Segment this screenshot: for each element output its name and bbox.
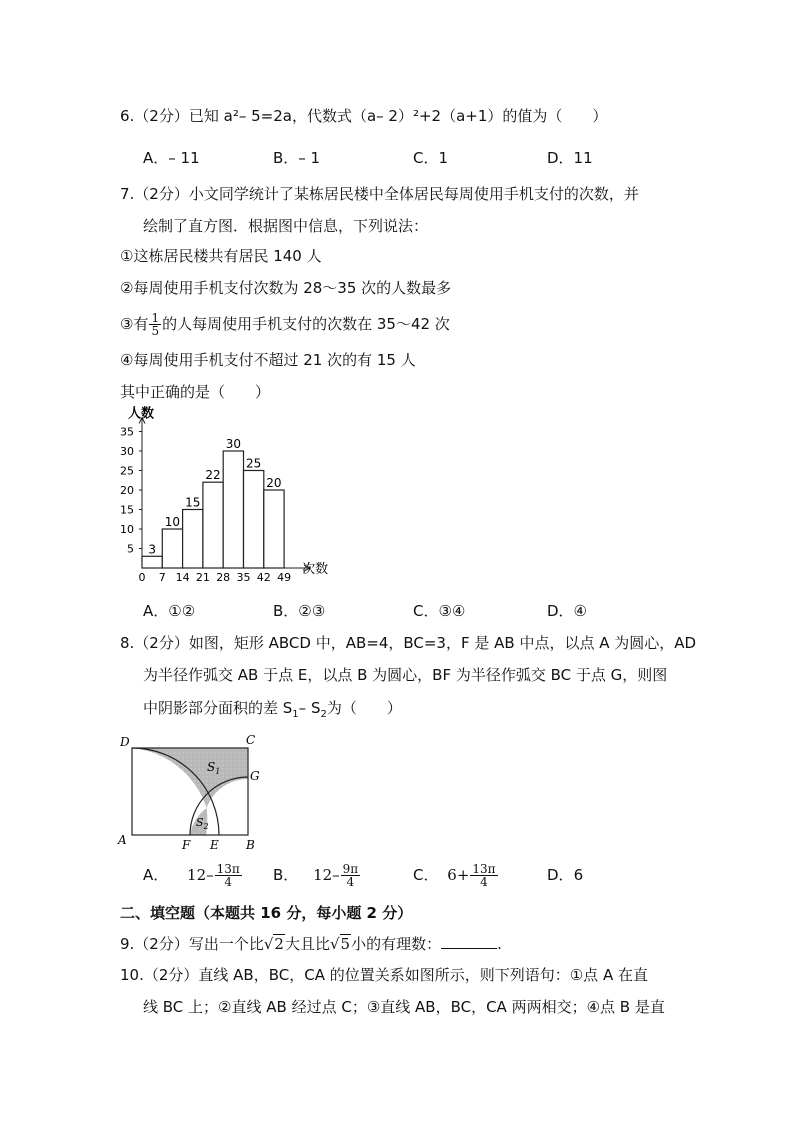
q8-b-frac bbox=[341, 863, 361, 888]
histogram-data-label: 25 bbox=[246, 456, 262, 471]
q10-line1: 10.（2分）直线 AB，BC，CA 的位置关系如图所示，则下列语句：①点 A 在直 bbox=[120, 966, 648, 984]
q9-sqrt2: √2 bbox=[263, 935, 284, 953]
histogram-y-label: 人数 bbox=[128, 406, 155, 422]
q7-s3-den: 5 bbox=[151, 324, 160, 338]
histogram-bar bbox=[223, 451, 243, 568]
histogram-x-tick-label: 14 bbox=[175, 571, 190, 584]
q8-line3 bbox=[143, 698, 402, 725]
q8-line3-mid: – S bbox=[298, 699, 321, 717]
q9-radicand-2: 5 bbox=[340, 935, 351, 953]
histogram-x-tick-label: 0 bbox=[138, 571, 146, 584]
q8-line1: 8.（2分）如图，矩形 ABCD 中，AB=4，BC=3，F 是 AB 中点，以点 A 为圆心，AD bbox=[120, 634, 697, 652]
histogram-y-tick-label: 25 bbox=[120, 464, 134, 478]
q7-s3-fraction bbox=[149, 312, 161, 337]
q8-b-label: B． bbox=[273, 866, 299, 884]
q7-option-a: A．①② bbox=[143, 602, 196, 620]
label-e: E bbox=[210, 838, 219, 852]
histogram-x-label: 次数 bbox=[302, 562, 329, 577]
histogram-bar bbox=[264, 490, 284, 568]
q8-line3-post: 为（ ） bbox=[326, 699, 402, 717]
histogram-bar bbox=[244, 471, 264, 569]
label-s1: $S_1$ bbox=[207, 760, 221, 776]
shaded-region-s1 bbox=[132, 748, 248, 808]
q8-c-sign: + bbox=[456, 866, 470, 884]
histogram-data-label: 3 bbox=[148, 542, 156, 557]
histogram-bar bbox=[203, 482, 223, 568]
q8-a-frac bbox=[215, 863, 242, 888]
histogram-x-tick-label: 21 bbox=[195, 571, 210, 584]
q8-b-sign: – bbox=[332, 866, 340, 884]
histogram-x-tick-label: 7 bbox=[158, 571, 166, 584]
q9-post: 小的有理数： bbox=[351, 935, 442, 953]
histogram-data-label: 20 bbox=[266, 476, 282, 490]
q8-line3-pre: 中阴影部分面积的差 S bbox=[143, 699, 293, 717]
label-d: D bbox=[120, 735, 130, 749]
q8-a-num: 13π bbox=[216, 862, 240, 876]
rectangle-figure bbox=[110, 728, 270, 854]
histogram-y-tick-label: 20 bbox=[120, 484, 134, 497]
histogram-x-tick-label: 35 bbox=[236, 571, 251, 584]
q8-b-num: 9π bbox=[342, 862, 359, 876]
histogram-x-tick-label: 28 bbox=[216, 571, 231, 584]
q6-stem: 6.（2分）已知 a²– 5=2a，代数式（a– 2）²+2（a+1）的值为（ ） bbox=[120, 107, 608, 125]
q8-a-sign: – bbox=[206, 866, 214, 884]
q7-statement-1: ①这栋居民楼共有居民 140 人 bbox=[120, 247, 322, 265]
q6-option-a: A．– 11 bbox=[143, 149, 200, 167]
label-c: C bbox=[246, 733, 256, 747]
histogram-x-tick-label: 42 bbox=[256, 571, 271, 584]
q8-c-num: 13π bbox=[472, 862, 496, 876]
q7-stem-line2: 绘制了直方图．根据图中信息，下列说法： bbox=[143, 217, 429, 235]
q8-option-d bbox=[547, 862, 583, 888]
q7-s3-num: 1 bbox=[151, 311, 160, 325]
q9-line bbox=[120, 934, 502, 954]
histogram-data-label: 30 bbox=[225, 437, 241, 451]
label-f: F bbox=[182, 838, 191, 852]
histogram-y-tick-label: 10 bbox=[120, 523, 134, 536]
histogram-bar bbox=[183, 510, 203, 569]
label-s2: $S_2$ bbox=[196, 816, 209, 831]
q8-a-label: A． bbox=[143, 866, 169, 884]
histogram-data-label: 15 bbox=[185, 495, 201, 510]
q8-d-val: 6 bbox=[573, 866, 584, 884]
q8-line3-sub1: 1 bbox=[292, 709, 299, 720]
q8-d-label: D． bbox=[547, 866, 574, 884]
histogram-chart bbox=[110, 406, 329, 590]
q8-c-frac bbox=[470, 863, 497, 888]
label-g: G bbox=[250, 769, 260, 783]
q7-option-d: D．④ bbox=[547, 602, 587, 620]
q7-option-c: C．③④ bbox=[413, 602, 466, 620]
q8-c-den: 4 bbox=[480, 875, 488, 889]
histogram-data-label: 22 bbox=[205, 468, 221, 483]
q8-option-b bbox=[273, 862, 361, 888]
section-2-title: 二、填空题（本题共 16 分，每小题 2 分） bbox=[120, 904, 413, 922]
q7-statement-2: ②每周使用手机支付次数为 28～35 次的人数最多 bbox=[120, 279, 452, 297]
q9-pre: 9.（2分）写出一个比 bbox=[120, 935, 264, 953]
q8-a-den: 4 bbox=[224, 875, 233, 889]
q9-mid: 大且比 bbox=[284, 935, 330, 953]
label-a: A bbox=[118, 833, 127, 847]
q8-b-int: 12 bbox=[313, 866, 333, 884]
q8-option-a bbox=[143, 862, 243, 888]
q8-c-label: C． bbox=[413, 866, 439, 884]
q9-sqrt5: √5 bbox=[329, 935, 351, 953]
q7-statement-3 bbox=[120, 306, 450, 342]
q7-stem-line1: 7.（2分）小文同学统计了某栋居民楼中全体居民每周使用手机支付的次数，并 bbox=[120, 185, 639, 203]
q8-b-den: 4 bbox=[346, 875, 355, 889]
histogram-data-label: 10 bbox=[164, 515, 181, 529]
q7-ask: 其中正确的是（ ） bbox=[120, 383, 271, 401]
q7-s3-pre: ③有 bbox=[120, 315, 149, 333]
q9-end: . bbox=[497, 935, 502, 953]
histogram-y-tick-label: 35 bbox=[120, 425, 134, 439]
q6-option-d: D．11 bbox=[547, 149, 593, 167]
q10-line2: 线 BC 上；②直线 AB 经过点 C；③直线 AB，BC，CA 两两相交；④点 B 是直 bbox=[143, 998, 665, 1016]
q8-c-int: 6 bbox=[447, 866, 457, 884]
label-b: B bbox=[246, 838, 255, 852]
q9-radicand-1: 2 bbox=[274, 935, 284, 953]
histogram-y-tick-label: 15 bbox=[120, 503, 134, 517]
q8-line3-sub2: 2 bbox=[320, 709, 327, 720]
q8-a-int: 12 bbox=[187, 866, 207, 884]
q6-option-c: C．1 bbox=[413, 149, 449, 167]
q8-option-c bbox=[413, 862, 499, 888]
q9-answer-blank[interactable] bbox=[441, 934, 497, 949]
q6-option-b: B．– 1 bbox=[273, 149, 321, 167]
q7-statement-4: ④每周使用手机支付不超过 21 次的有 15 人 bbox=[120, 351, 416, 369]
histogram-bar bbox=[162, 529, 182, 568]
histogram-y-tick-label: 30 bbox=[120, 445, 134, 458]
histogram-y-tick-label: 5 bbox=[127, 542, 134, 556]
histogram-x-tick-label: 49 bbox=[277, 571, 292, 584]
q7-option-b: B．②③ bbox=[273, 602, 326, 620]
q7-s3-post: 的人每周使用手机支付的次数在 35～42 次 bbox=[162, 315, 450, 333]
q8-line2: 为半径作弧交 AB 于点 E，以点 B 为圆心，BF 为半径作弧交 BC 于点 G，则图 bbox=[143, 666, 668, 684]
histogram-bar bbox=[142, 556, 162, 568]
